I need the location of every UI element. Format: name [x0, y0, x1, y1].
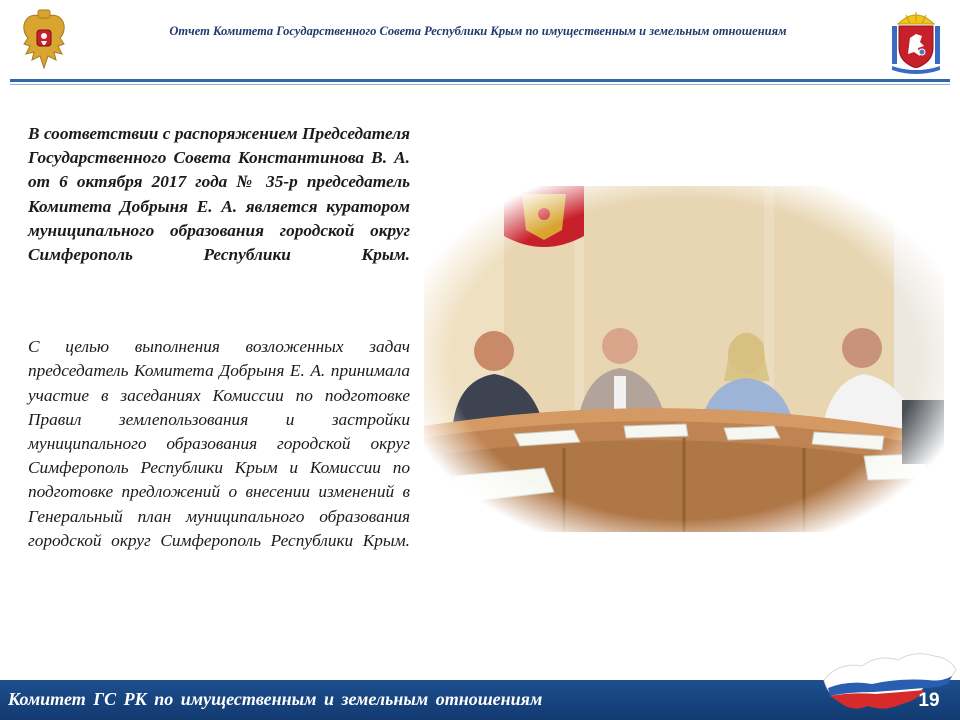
page-number: 19	[918, 690, 940, 711]
slide-header	[0, 0, 960, 88]
footer-committee-name: Комитет ГС РК по имущественным и земельным отношениям	[8, 689, 543, 709]
body-text	[28, 122, 410, 553]
paragraph-appointment: В соответствии с распоряжением Председателя Государственного Совета Константинова В. А. от 6 октября 2017 года № 35-р председатель Комитета Добрыня Е. А. является куратором муниципального образования городской округ Симферополь Республики Крым.	[28, 124, 410, 265]
crimea-coat-of-arms-icon	[886, 8, 946, 74]
report-title: Отчет Комитета Государственного Совета Республики Крым по имущественным и земельным отношениям	[169, 24, 787, 38]
russia-coat-of-arms-icon	[14, 8, 74, 74]
header-divider	[10, 79, 950, 82]
header-divider-thin	[10, 84, 950, 85]
paragraph-commissions: С целью выполнения возложенных задач председатель Комитета Добрыня Е. А. принимала участие в заседаниях Комиссии по подготовке Правил землепользования и застройки муниципального образования городской округ Симферополь Республики Крым и Комиссии по подготовке предложений о внесении изменений в Генеральный план муниципального образования городской округ Симферополь Республики Крым.	[28, 337, 410, 550]
meeting-photo	[424, 186, 944, 532]
wall-emblem-icon	[504, 186, 584, 247]
